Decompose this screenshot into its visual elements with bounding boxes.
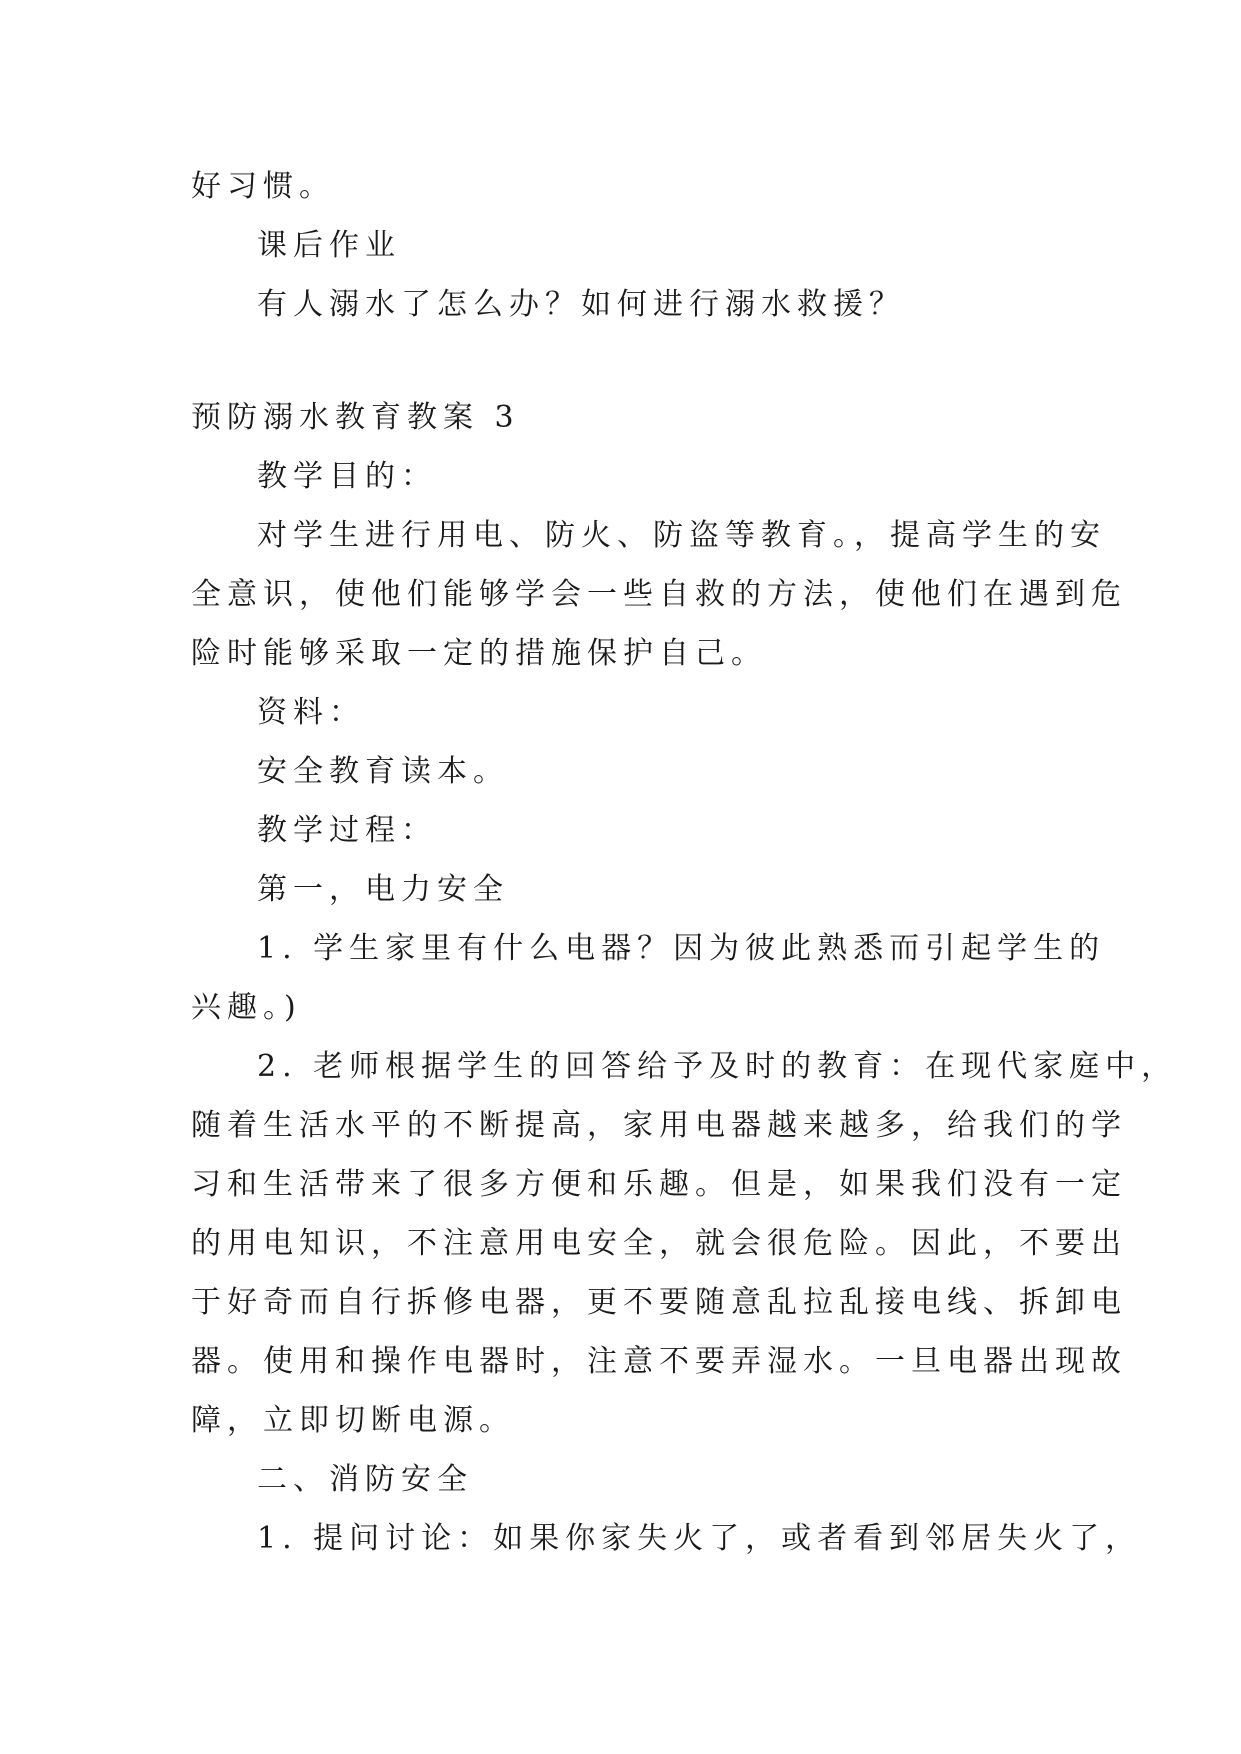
paragraph-line: 全意识，使他们能够学会一些自救的方法，使他们在遇到危 — [191, 577, 1127, 612]
paragraph-line: 器。使用和操作电器时，注意不要弄湿水。一旦电器出现故 — [191, 1344, 1127, 1379]
text-line-continuation: 好习惯。 — [191, 169, 335, 204]
paragraph-line: 1. 提问讨论：如果你家失火了，或者看到邻居失火了， — [257, 1521, 1142, 1556]
subsection-heading: 二、消防安全 — [257, 1462, 473, 1497]
paragraph-line: 兴趣。) — [191, 990, 302, 1025]
paragraph-line: 的用电知识，不注意用电安全，就会很危险。因此，不要出 — [191, 1226, 1127, 1261]
materials-text: 安全教育读本。 — [257, 754, 509, 789]
paragraph-line: 1. 学生家里有什么电器？因为彼此熟悉而引起学生的 — [257, 931, 1106, 966]
process-heading: 教学过程： — [257, 813, 437, 848]
homework-heading: 课后作业 — [257, 228, 401, 263]
materials-heading: 资料： — [257, 695, 365, 730]
homework-question: 有人溺水了怎么办？如何进行溺水救援？ — [257, 287, 905, 322]
paragraph-line: 习和生活带来了很多方便和乐趣。但是，如果我们没有一定 — [191, 1167, 1127, 1202]
paragraph-line: 于好奇而自行拆修电器，更不要随意乱拉乱接电线、拆卸电 — [191, 1285, 1127, 1320]
paragraph-line: 险时能够采取一定的措施保护自己。 — [191, 636, 767, 671]
paragraph-line: 随着生活水平的不断提高，家用电器越来越多，给我们的学 — [191, 1108, 1127, 1143]
section-title: 预防溺水教育教案 3 — [191, 400, 520, 435]
paragraph-line: 障，立即切断电源。 — [191, 1403, 515, 1438]
objective-heading: 教学目的： — [257, 459, 437, 494]
subsection-heading: 第一，电力安全 — [257, 872, 509, 907]
paragraph-line: 对学生进行用电、防火、防盗等教育。，提高学生的安 — [257, 518, 1106, 553]
paragraph-line: 2. 老师根据学生的回答给予及时的教育：在现代家庭中， — [257, 1049, 1178, 1084]
